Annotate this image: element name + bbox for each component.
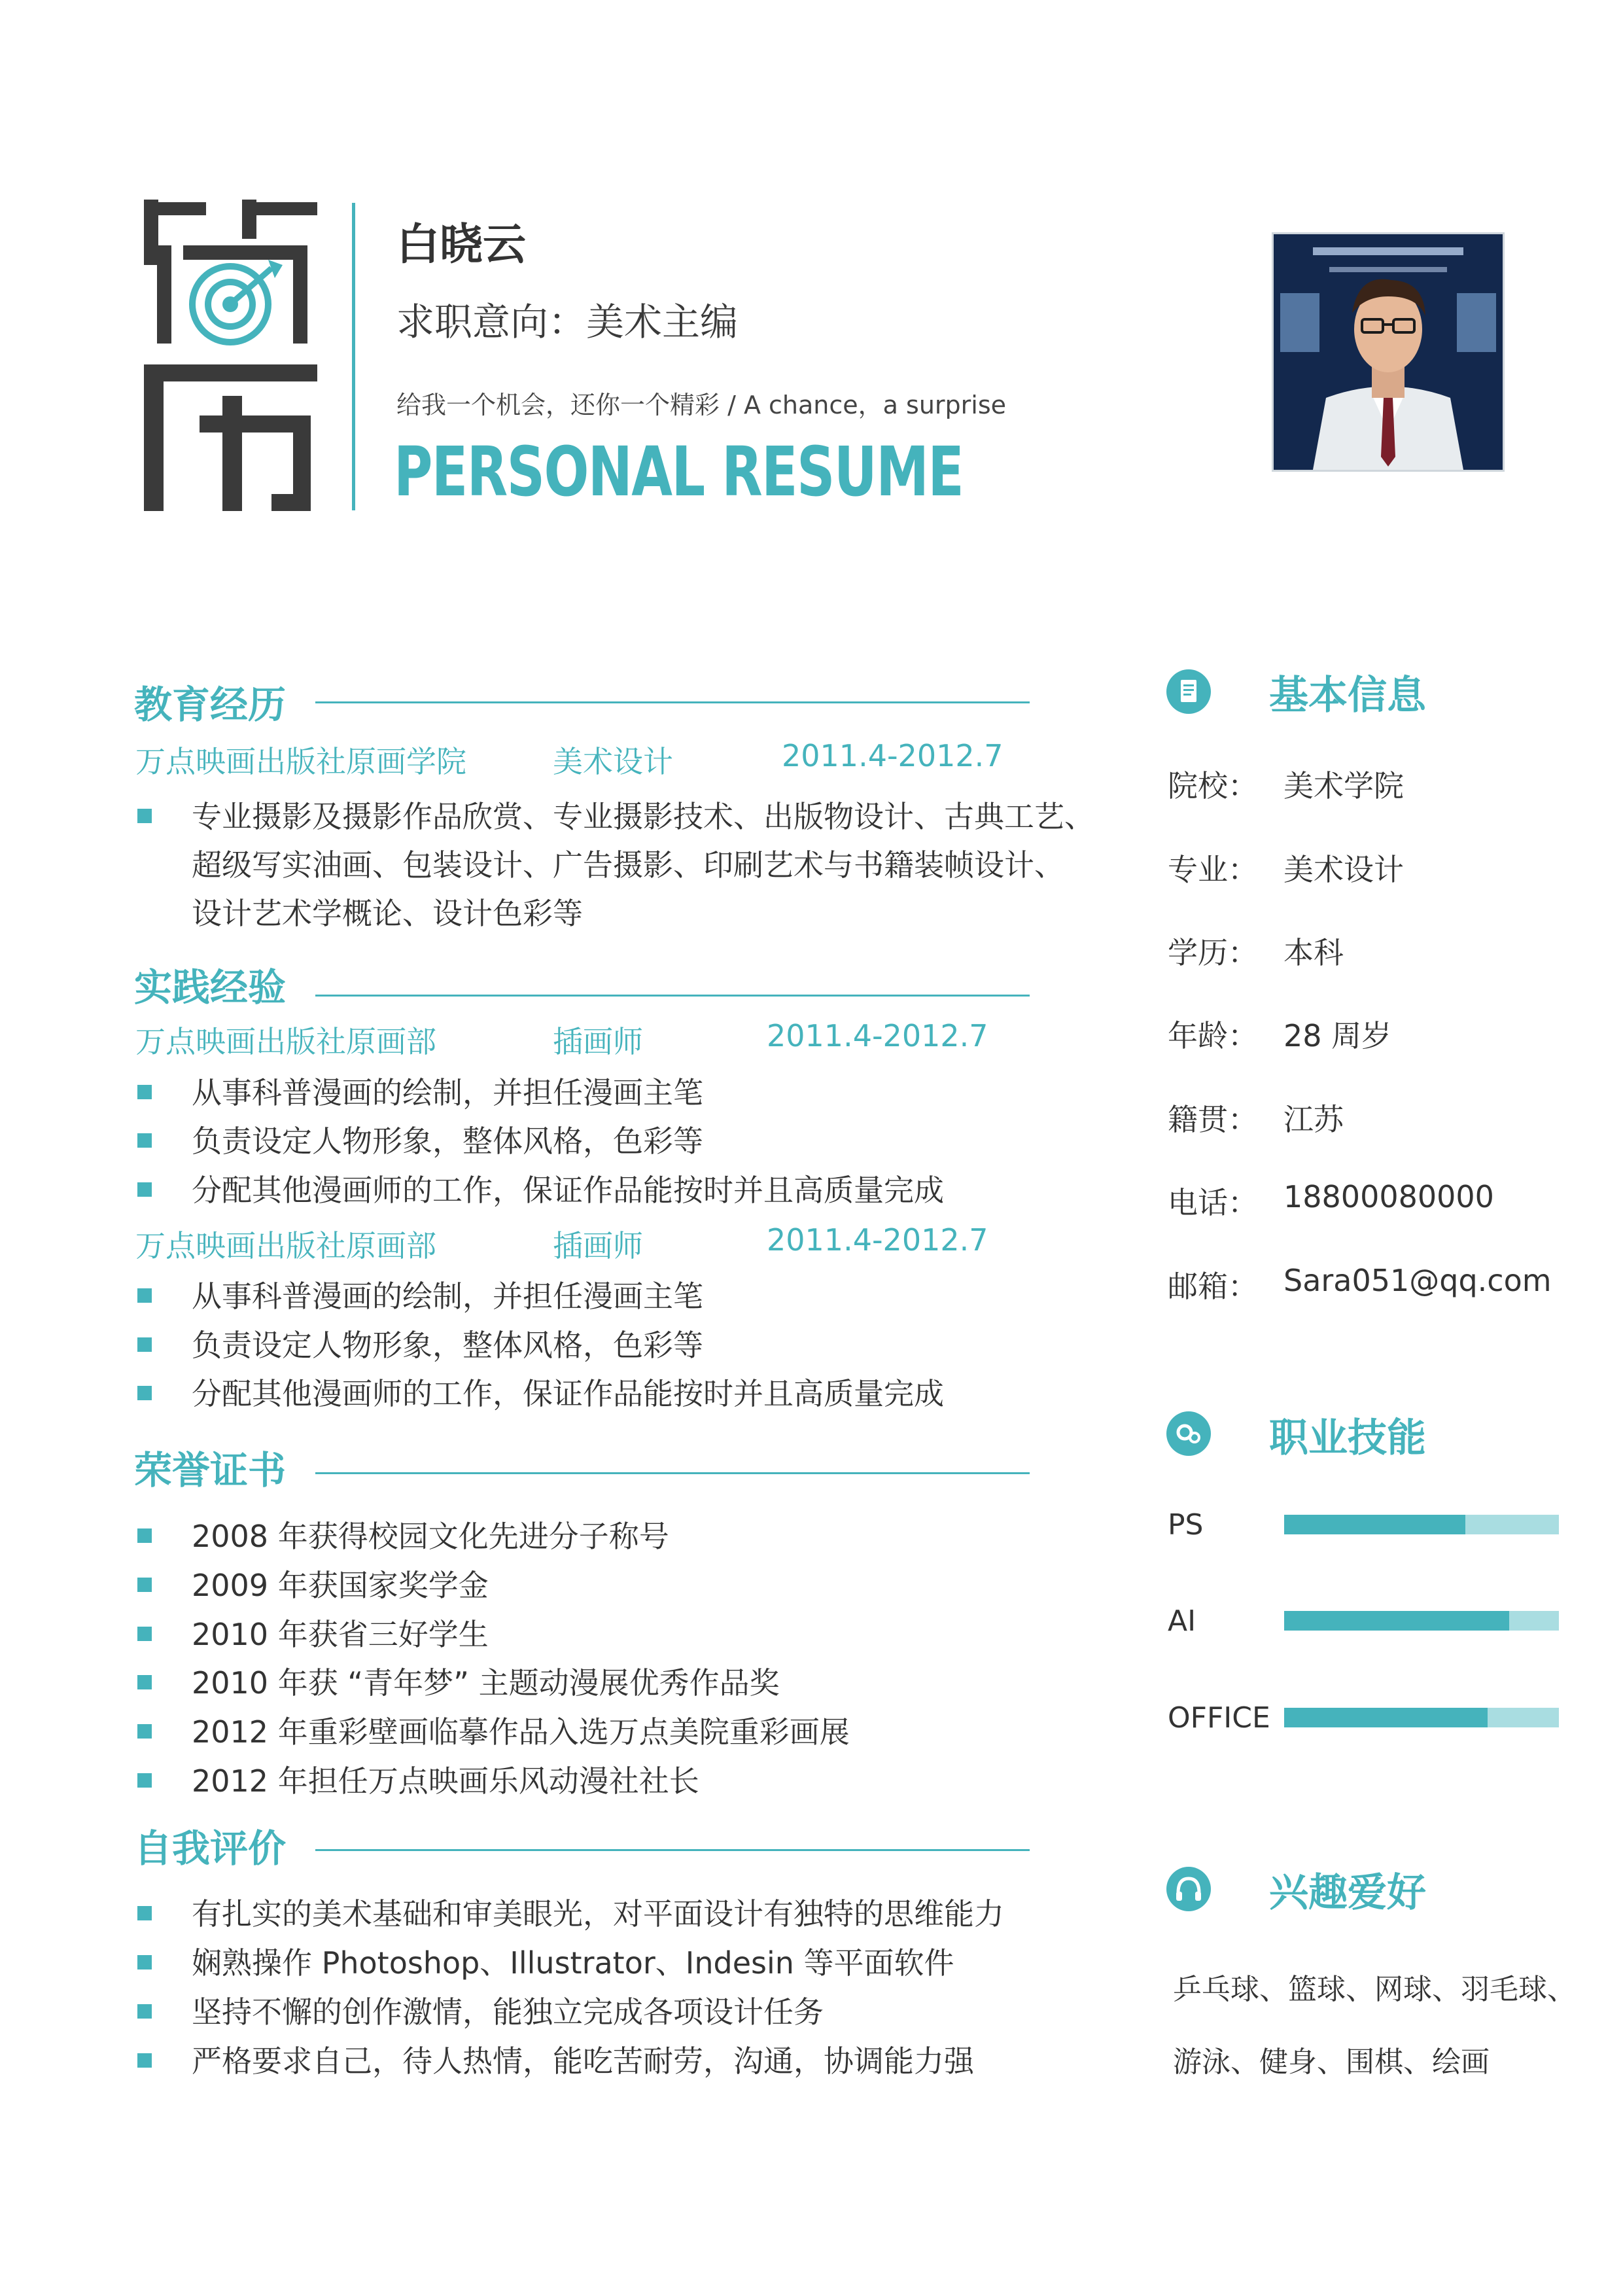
profile-photo (1272, 232, 1505, 472)
job-duty: 负责设定人物形象，整体风格，色彩等 (192, 1123, 703, 1159)
bullet-square (137, 1133, 152, 1148)
info-value-school: 美术学院 (1283, 768, 1404, 804)
bullet-square (137, 1906, 152, 1920)
info-label: 籍贯： (1168, 1102, 1258, 1137)
info-value-phone: 18800080000 (1283, 1179, 1494, 1214)
bullet-square (137, 1627, 152, 1641)
job-duty: 分配其他漫画师的工作，保证作品能按时并且高质量完成 (192, 1376, 944, 1411)
job-role: 插画师 (553, 1024, 643, 1059)
skill-name: OFFICE (1168, 1701, 1270, 1735)
skill-bar-fill (1284, 1515, 1465, 1534)
logo-glyph-art (144, 200, 317, 512)
info-value-email: Sara051@qq.com (1283, 1263, 1552, 1298)
headphones-icon (1166, 1867, 1211, 1911)
section-title-skills: 职业技能 (1269, 1415, 1426, 1461)
honor-item: 2010 年获 “青年梦” 主题动漫展优秀作品奖 (192, 1665, 780, 1701)
info-label: 邮箱： (1168, 1269, 1258, 1304)
skill-bar-fill (1284, 1611, 1509, 1631)
skill-name: AI (1168, 1604, 1196, 1638)
education-major: 美术设计 (553, 744, 673, 779)
info-label: 专业： (1168, 852, 1258, 887)
hobby-line: 乒乓球、篮球、网球、羽毛球、 (1173, 1973, 1576, 2006)
honor-item: 2008 年获得校园文化先进分子称号 (192, 1519, 669, 1554)
education-course-line: 专业摄影及摄影作品欣赏、专业摄影技术、出版物设计、古典工艺、 (192, 799, 1094, 834)
resume-title: PERSONAL RESUME (394, 432, 964, 512)
section-rule (315, 1472, 1030, 1474)
target-icon (192, 260, 283, 342)
info-value-degree: 本科 (1283, 935, 1344, 970)
hobby-line: 游泳、健身、围棋、绘画 (1173, 2045, 1490, 2079)
section-title-honors: 荣誉证书 (134, 1448, 287, 1492)
photo-illustration (1274, 234, 1503, 470)
skill-bar-track (1284, 1611, 1559, 1631)
skill-bar-track (1284, 1708, 1559, 1727)
skill-bar-track (1284, 1515, 1559, 1534)
self-eval-item: 有扎实的美术基础和审美眼光，对平面设计有独特的思维能力 (192, 1896, 1004, 1932)
bullet-square (137, 809, 152, 823)
bullet-square (137, 1675, 152, 1689)
document-icon (1166, 669, 1211, 714)
resume-logo (144, 200, 317, 512)
section-rule (315, 1849, 1030, 1851)
section-rule (315, 995, 1030, 997)
education-period: 2011.4-2012.7 (782, 738, 1003, 773)
honor-item: 2009 年获国家奖学金 (192, 1568, 489, 1603)
section-rule (315, 701, 1030, 703)
job-duty: 从事科普漫画的绘制，并担任漫画主笔 (192, 1279, 703, 1314)
bullet-square (137, 1085, 152, 1099)
bullet-square (137, 2053, 152, 2068)
job-period: 2011.4-2012.7 (767, 1222, 988, 1258)
skill-name: PS (1168, 1508, 1204, 1542)
info-label: 电话： (1168, 1185, 1258, 1220)
job-company: 万点映画出版社原画部 (135, 1024, 436, 1059)
bullet-square (137, 2004, 152, 2019)
self-eval-item: 坚持不懈的创作激情，能独立完成各项设计任务 (192, 1994, 824, 2030)
gear-icon (1166, 1411, 1211, 1456)
bullet-square (137, 1724, 152, 1739)
job-role: 插画师 (553, 1228, 643, 1263)
info-value-age: 28 周岁 (1283, 1018, 1392, 1053)
bullet-square (137, 1386, 152, 1400)
job-duty: 分配其他漫画师的工作，保证作品能按时并且高质量完成 (192, 1173, 944, 1208)
job-intent: 求职意向：美术主编 (396, 300, 739, 344)
info-label: 学历： (1168, 935, 1258, 970)
bullet-square (137, 1578, 152, 1592)
info-value-hometown: 江苏 (1283, 1102, 1344, 1137)
motto: 给我一个机会，还你一个精彩 / A chance，a surprise (396, 391, 1007, 419)
header-divider (352, 203, 355, 510)
section-title-hobbies: 兴趣爱好 (1269, 1870, 1426, 1916)
bullet-square (137, 1955, 152, 1969)
bullet-square (137, 1182, 152, 1197)
job-duty: 负责设定人物形象，整体风格，色彩等 (192, 1328, 703, 1363)
job-company: 万点映画出版社原画部 (135, 1228, 436, 1263)
skill-bar-fill (1284, 1708, 1488, 1727)
info-label: 院校： (1168, 768, 1258, 804)
honor-item: 2012 年重彩壁画临摹作品入选万点美院重彩画展 (192, 1714, 850, 1750)
education-course-line: 超级写实油画、包装设计、广告摄影、印刷艺术与书籍装帧设计、 (192, 847, 1064, 883)
section-title-practice: 实践经验 (134, 965, 287, 1010)
section-title-basic-info: 基本信息 (1269, 673, 1426, 718)
bullet-square (137, 1528, 152, 1543)
bullet-square (137, 1337, 152, 1352)
self-eval-item: 严格要求自己，待人热情，能吃苦耐劳，沟通，协调能力强 (192, 2043, 974, 2079)
job-period: 2011.4-2012.7 (767, 1018, 988, 1053)
job-duty: 从事科普漫画的绘制，并担任漫画主笔 (192, 1075, 703, 1110)
honor-item: 2012 年担任万点映画乐风动漫社社长 (192, 1763, 699, 1799)
section-title-education: 教育经历 (134, 682, 287, 727)
info-value-major: 美术设计 (1283, 852, 1404, 887)
education-school: 万点映画出版社原画学院 (135, 744, 466, 779)
honor-item: 2010 年获省三好学生 (192, 1617, 489, 1652)
info-label: 年龄： (1168, 1018, 1258, 1053)
bullet-square (137, 1288, 152, 1303)
self-eval-item: 娴熟操作 Photoshop、Illustrator、Indesin 等平面软件 (192, 1945, 954, 1981)
candidate-name: 白晓云 (396, 219, 526, 270)
bullet-square (137, 1773, 152, 1788)
education-course-line: 设计艺术学概论、设计色彩等 (192, 896, 583, 931)
section-title-self-eval: 自我评价 (134, 1826, 287, 1871)
